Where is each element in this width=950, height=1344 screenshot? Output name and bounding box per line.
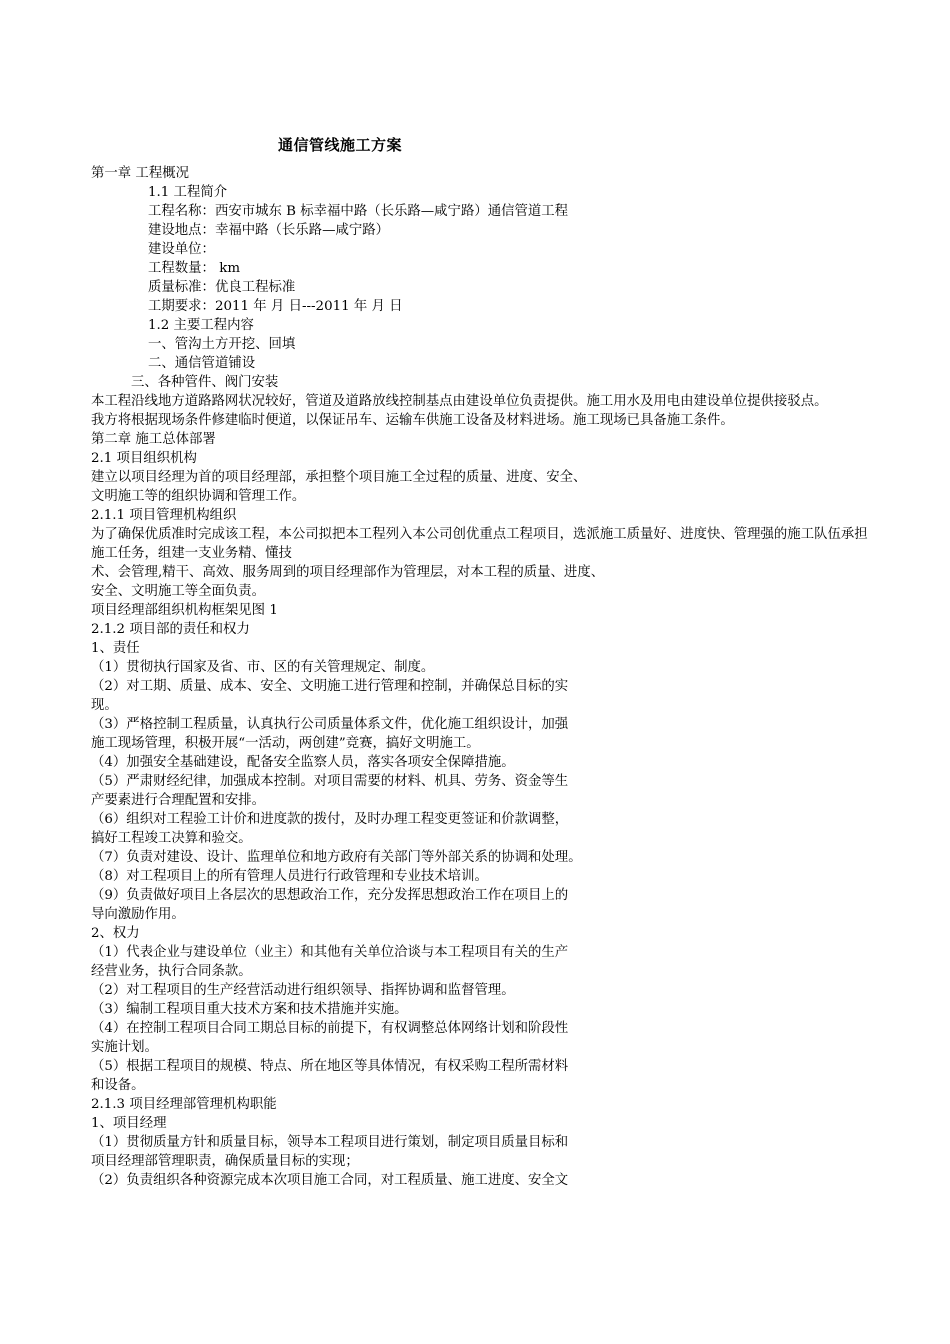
document-title: 通信管线施工方案	[277, 136, 402, 154]
document-line: （2）对工期、质量、成本、安全、文明施工进行管理和控制，并确保总目标的实	[91, 679, 569, 694]
document-line: （3）编制工程项目重大技术方案和技术措施并实施。	[91, 1002, 408, 1017]
document-line: （2）对工程项目的生产经营活动进行组织领导、指挥协调和监督管理。	[91, 983, 515, 998]
document-line: 产要素进行合理配置和安排。	[91, 793, 266, 808]
document-line: 2、权力	[91, 926, 140, 941]
document-line: （7）负责对建设、设计、监理单位和地方政府有关部门等外部关系的协调和处理。	[91, 850, 582, 865]
document-line: （5）严肃财经纪律，加强成本控制。对项目需要的材料、机具、劳务、资金等生	[91, 774, 569, 789]
document-line: 本工程沿线地方道路路网状况较好，管道及道路放线控制基点由建设单位负责提供。施工用水及用电由建设单位提供接驳点。	[91, 394, 828, 409]
document-line: （1）代表企业与建设单位（业主）和其他有关单位洽谈与本工程项目有关的生产	[91, 945, 569, 960]
document-line: 1.2 主要工程内容	[148, 318, 254, 333]
document-line: 1、项目经理	[91, 1116, 167, 1131]
document-line: 现。	[91, 698, 118, 713]
document-line: 术、会管理,精干、高效、服务周到的项目经理部作为管理层，对本工程的质量、进度、	[91, 565, 605, 580]
document-line: 2.1.3 项目经理部管理机构职能	[91, 1097, 277, 1112]
document-line: 质量标准：优良工程标准	[148, 280, 296, 295]
document-line: 1.1 工程简介	[148, 185, 228, 200]
document-line: 施工现场管理，积极开展“一活动，两创建”竞赛，搞好文明施工。	[91, 736, 480, 751]
document-line: 二、通信管道铺设	[148, 356, 256, 371]
document-line: （1）贯彻质量方针和质量目标，领导本工程项目进行策划，制定项目质量目标和	[91, 1135, 569, 1150]
document-line: 第一章 工程概况	[91, 166, 189, 181]
document-line: 安全、文明施工等全面负责。	[91, 584, 266, 599]
document-line: 2.1.1 项目管理机构组织	[91, 508, 237, 523]
document-line: 导向激励作用。	[91, 907, 185, 922]
document-line: 项目经理部管理职责，确保质量目标的实现；	[91, 1154, 359, 1169]
document-line: （3）严格控制工程质量，认真执行公司质量体系文件，优化施工组织设计，加强	[91, 717, 569, 732]
document-line: （8）对工程项目上的所有管理人员进行行政管理和专业技术培训。	[91, 869, 488, 884]
document-line: 建设单位：	[148, 242, 215, 257]
document-line: 1、责任	[91, 641, 140, 656]
document-line: 我方将根据现场条件修建临时便道，以保证吊车、运输车供施工设备及材料进场。施工现场已具备施工条件。	[91, 413, 734, 428]
document-line: （1）贯彻执行国家及省、市、区的有关管理规定、制度。	[91, 660, 435, 675]
document-line: （4）加强安全基础建设，配备安全监察人员，落实各项安全保障措施。	[91, 755, 515, 770]
document-line: 和设备。	[91, 1078, 145, 1093]
document-line: （5）根据工程项目的规模、特点、所在地区等具体情况，有权采购工程所需材料	[91, 1059, 569, 1074]
document-line: 工程数量： km	[148, 261, 241, 276]
document-line: （2）负责组织各种资源完成本次项目施工合同，对工程质量、施工进度、安全文	[91, 1173, 569, 1188]
document-line: 实施计划。	[91, 1040, 158, 1055]
document-line: 经营业务，执行合同条款。	[91, 964, 252, 979]
document-line: 2.1.2 项目部的责任和权力	[91, 622, 250, 637]
document-line: （6）组织对工程验工计价和进度款的拨付，及时办理工程变更签证和价款调整，	[91, 812, 569, 827]
document-line: （9）负责做好项目上各层次的思想政治工作，充分发挥思想政治工作在项目上的	[91, 888, 569, 903]
document-line: 为了确保优质准时完成该工程，本公司拟把本工程列入本公司创优重点工程项目，选派施工质量好、进度快、管理强的施工队伍承担施工任务，组建一支业务精、懂技	[91, 527, 868, 561]
document-line: 搞好工程竣工决算和验交。	[91, 831, 252, 846]
document-line: （4）在控制工程项目合同工期总目标的前提下，有权调整总体网络计划和阶段性	[91, 1021, 569, 1036]
document-line: 一、管沟土方开挖、回填	[148, 337, 296, 352]
document-line: 建立以项目经理为首的项目经理部，承担整个项目施工全过程的质量、进度、安全、	[91, 470, 587, 485]
document-line: 三、各种管件、阀门安装	[131, 375, 279, 390]
document-line: 文明施工等的组织协调和管理工作。	[91, 489, 306, 504]
document-line: 工程名称：西安市城东 B 标幸福中路（长乐路—咸宁路）通信管道工程	[148, 204, 569, 219]
document-line: 2.1 项目组织机构	[91, 451, 197, 466]
document-body	[91, 164, 871, 1190]
document-line: 建设地点：幸福中路（长乐路—咸宁路）	[148, 223, 390, 238]
document-line: 项目经理部组织机构框架见图 1	[91, 603, 278, 618]
document-line: 工期要求：2011 年 月 日---2011 年 月 日	[148, 299, 403, 314]
document-line: 第二章 施工总体部署	[91, 432, 216, 447]
